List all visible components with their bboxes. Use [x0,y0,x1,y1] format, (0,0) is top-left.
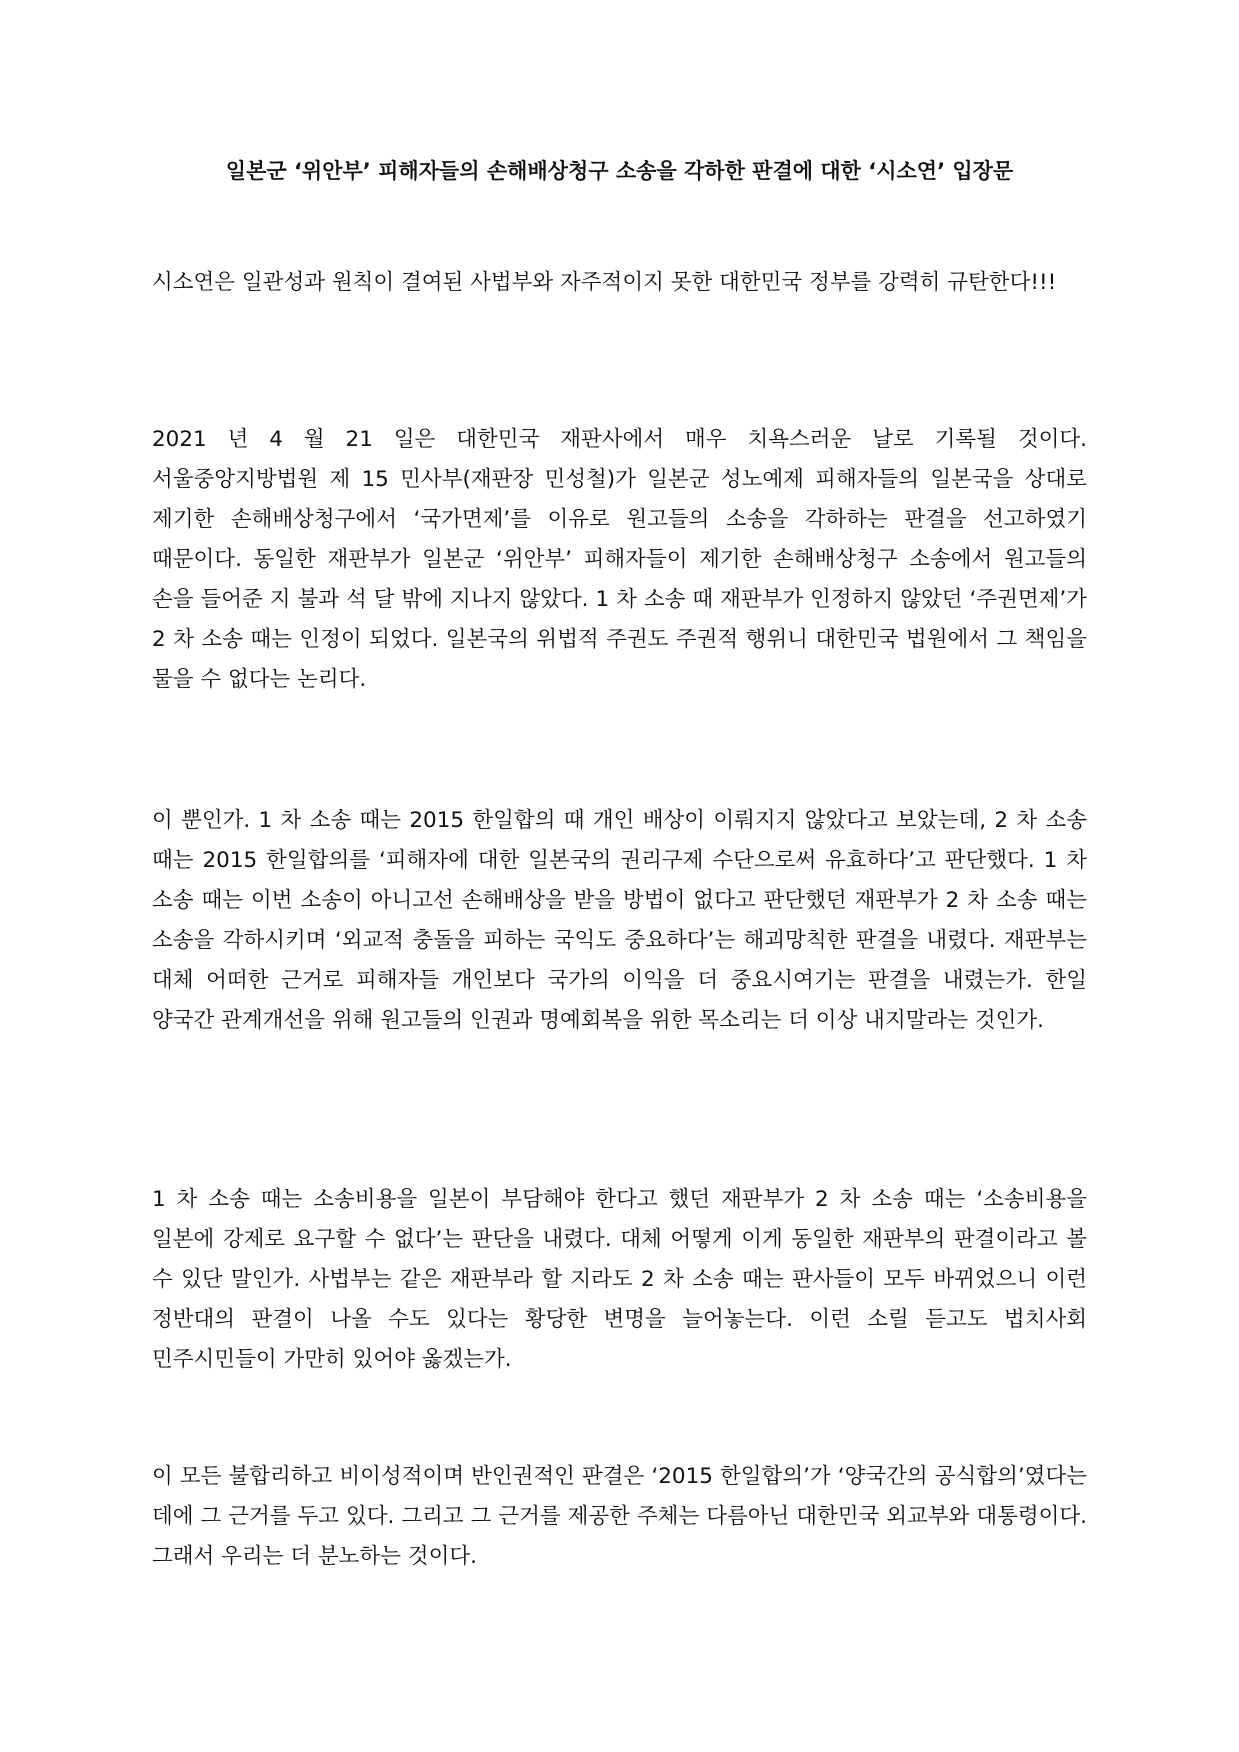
paragraph-ruling-background: 2021 년 4 월 21 일은 대한민국 재판사에서 매우 치욕스러운 날로 기록될 것이다. 서울중앙지방법원 제 15 민사부(재판장 민성철)가 일본군 성노예제 피해자들의 일본국을 상대로 제기한 손해배상청구에서 ‘국가면제’를 이유로 원고들의 소송을 각하하는 판결을 선고하였기 때문이다. 동일한 재판부가 일본군 ‘위안부’ 피해자들이 제기한 손해배상청구 소송에서 원고들의 손을 들어준 지 불과 석 달 밖에 지나지 않았다. 1 차 소송 때 재판부가 인정하지 않았던 ‘주권면제’가 2 차 소송 때는 인정이 되었다. 일본국의 위법적 주권도 주권적 행위니 대한민국 법원에서 그 책임을 물을 수 없다는 논리다. [152,427,1087,692]
paragraph-conclusion: 이 모든 불합리하고 비이성적이며 반인권적인 판결은 ‘2015 한일합의’가 ‘양국간의 공식합의’였다는 데에 그 근거를 두고 있다. 그리고 그 근거를 제공한 주체는 다름아닌 대한민국 외교부와 대통령이다. 그래서 우리는 더 분노하는 것이다. [152,1464,1087,1569]
paragraph-contradiction: 이 뿐인가. 1 차 소송 때는 2015 한일합의 때 개인 배상이 이뤄지지 않았다고 보았는데, 2 차 소송 때는 2015 한일합의를 ‘피해자에 대한 일본국의 권리구제 수단으로써 유효하다’고 판단했다. 1 차 소송 때는 이번 소송이 아니고선 손해배상을 받을 방법이 없다고 판단했던 재판부가 2 차 소송 때는 소송을 각하시키며 ‘외교적 충돌을 피하는 국익도 중요하다’는 해괴망칙한 판결을 내렸다. 재판부는 대체 어떠한 근거로 피해자들 개인보다 국가의 이익을 더 중요시여기는 판결을 내렸는가. 한일 양국간 관계개선을 위해 원고들의 인권과 명예회복을 위한 목소리는 더 이상 내지말라는 것인가. [152,808,1087,1033]
document-title: 일본군 ‘위안부’ 피해자들의 손해배상청구 소송을 각하한 판결에 대한 ‘시소연’ 입장문 [225,159,1014,183]
paragraph-condemnation: 시소연은 일관성과 원칙이 결여된 사법부와 자주적이지 못한 대한민국 정부를 강력히 규탄한다!!! [152,270,1057,295]
paragraph-litigation-costs: 1 차 소송 때는 소송비용을 일본이 부담해야 한다고 했던 재판부가 2 차 소송 때는 ‘소송비용을 일본에 강제로 요구할 수 없다’는 판단을 내렸다. 대체 어떻게 이게 동일한 재판부의 판결이라고 볼 수 있단 말인가. 사법부는 같은 재판부라 할 지라도 2 차 소송 때는 판사들이 모두 바뀌었으니 이런 정반대의 판결이 나올 수도 있다는 황당한 변명을 늘어놓는다. 이런 소릴 듣고도 법치사회 민주시민들이 가만히 있어야 옳겠는가. [152,1187,1087,1372]
